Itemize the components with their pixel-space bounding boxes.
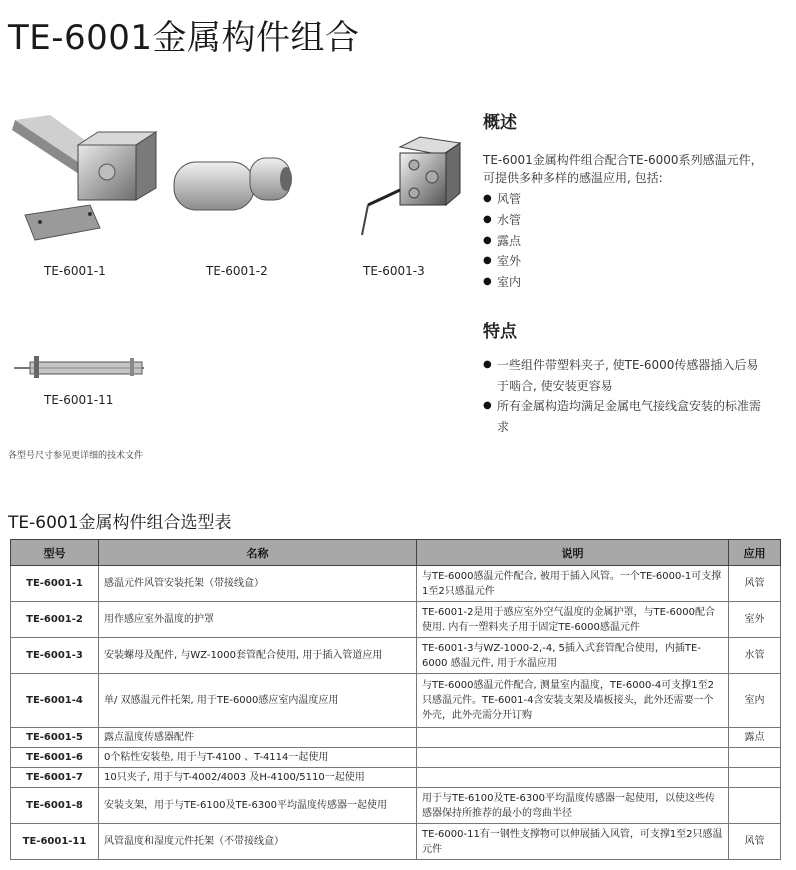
table-row bbox=[11, 566, 781, 602]
product-caption: TE-6001-2 bbox=[206, 264, 268, 278]
desc-cell: 与TE-6000感温元件配合, 测量室内温度，TE-6000-4可支撑1至2只感温元件。TE-6001-4含安装支架及墙板接头，此外还需要一个外壳，此外壳需分开订购 bbox=[417, 674, 729, 728]
name-cell: 风管温度和湿度元件托架（不带接线盒） bbox=[99, 824, 417, 860]
features-heading: 特点 bbox=[483, 322, 517, 342]
application-list bbox=[483, 189, 521, 293]
name-cell: 安装螺母及配件, 与WZ-1000套管配合使用, 用于插入管道应用 bbox=[99, 638, 417, 674]
product-image-te-6001-1 bbox=[10, 110, 170, 250]
model-cell: TE-6001-5 bbox=[11, 728, 99, 748]
features-list bbox=[483, 355, 761, 437]
product-image-te-6001-11 bbox=[12, 352, 147, 382]
column-header: 应用 bbox=[729, 540, 781, 566]
app-cell: 风管 bbox=[729, 824, 781, 860]
feature-line: 一些组件带塑料夹子, 使TE-6000传感器插入后易 bbox=[497, 358, 759, 372]
desc-cell bbox=[417, 768, 729, 788]
desc-cell: 用于与TE-6100及TE-6300平均温度传感器一起使用，以使这些传感器保持所推荐的最小的弯曲半径 bbox=[417, 788, 729, 824]
table-row bbox=[11, 674, 781, 728]
app-cell bbox=[729, 788, 781, 824]
table-row bbox=[11, 768, 781, 788]
name-cell: 露点温度传感器配件 bbox=[99, 728, 417, 748]
app-cell: 室内 bbox=[729, 674, 781, 728]
desc-cell: TE-6000-11有一钢性支撑物可以伸展插入风管，可支撑1至2只感温元件 bbox=[417, 824, 729, 860]
feature-line: 所有金属构造均满足金属电气接线盒安装的标准需 bbox=[497, 399, 762, 413]
app-cell: 室外 bbox=[729, 602, 781, 638]
selection-table bbox=[10, 539, 781, 860]
table-row bbox=[11, 748, 781, 768]
list-item bbox=[483, 396, 761, 437]
list-item: ● 风管 bbox=[483, 189, 521, 210]
column-header: 型号 bbox=[11, 540, 99, 566]
list-item: ● 室内 bbox=[483, 272, 521, 293]
model-cell: TE-6001-6 bbox=[11, 748, 99, 768]
column-header: 名称 bbox=[99, 540, 417, 566]
model-cell: TE-6001-4 bbox=[11, 674, 99, 728]
desc-cell bbox=[417, 728, 729, 748]
list-item: ● 室外 bbox=[483, 251, 521, 272]
name-cell: 安装支架，用于与TE-6100及TE-6300平均温度传感器一起使用 bbox=[99, 788, 417, 824]
table-title: TE-6001金属构件组合选型表 bbox=[8, 513, 232, 533]
overview-heading: 概述 bbox=[483, 113, 517, 133]
app-cell: 露点 bbox=[729, 728, 781, 748]
page-title: TE-6001金属构件组合 bbox=[8, 18, 360, 58]
model-cell: TE-6001-3 bbox=[11, 638, 99, 674]
overview-text-line: 可提供多种多样的感温应用, 包括: bbox=[483, 171, 663, 185]
name-cell: 10只夹子, 用于与T-4002/4003 及H-4100/5110一起使用 bbox=[99, 768, 417, 788]
list-item: ● 水管 bbox=[483, 210, 521, 231]
app-cell: 水管 bbox=[729, 638, 781, 674]
table-row bbox=[11, 728, 781, 748]
product-caption: TE-6001-3 bbox=[363, 264, 425, 278]
table-row bbox=[11, 824, 781, 860]
feature-line: 于啮合, 使安装更容易 bbox=[497, 378, 613, 393]
list-item: ● 露点 bbox=[483, 231, 521, 252]
desc-cell bbox=[417, 748, 729, 768]
name-cell: 单/ 双感温元件托架, 用于TE-6000感应室内温度应用 bbox=[99, 674, 417, 728]
product-image-te-6001-3 bbox=[360, 135, 465, 240]
dimension-note: 各型号尺寸参见更详细的技术文件 bbox=[8, 451, 144, 461]
table-row bbox=[11, 638, 781, 674]
model-cell: TE-6001-11 bbox=[11, 824, 99, 860]
overview-text-line: TE-6001金属构件组合配合TE-6000系列感温元件， bbox=[483, 153, 763, 167]
product-image-te-6001-2 bbox=[170, 150, 300, 220]
desc-cell: TE-6001-2是用于感应室外空气温度的金属护罩，与TE-6000配合使用. 内有一塑料夹子用于固定TE-6000感温元件 bbox=[417, 602, 729, 638]
model-cell: TE-6001-1 bbox=[11, 566, 99, 602]
model-cell: TE-6001-2 bbox=[11, 602, 99, 638]
name-cell: 用作感应室外温度的护罩 bbox=[99, 602, 417, 638]
table-row bbox=[11, 602, 781, 638]
desc-cell: TE-6001-3与WZ-1000-2,-4, 5插入式套管配合使用，内插TE-6000 感温元件, 用于水温应用 bbox=[417, 638, 729, 674]
app-cell bbox=[729, 768, 781, 788]
product-caption: TE-6001-1 bbox=[44, 264, 106, 278]
name-cell: 0个粘性安装垫, 用于与T-4100 、T-4114一起使用 bbox=[99, 748, 417, 768]
list-item bbox=[483, 355, 761, 396]
table-header-row bbox=[11, 540, 781, 566]
app-cell bbox=[729, 748, 781, 768]
table-row bbox=[11, 788, 781, 824]
app-cell: 风管 bbox=[729, 566, 781, 602]
model-cell: TE-6001-7 bbox=[11, 768, 99, 788]
desc-cell: 与TE-6000感温元件配合, 被用于插入风管。一个TE-6000-1可支撑1至2只感温元件 bbox=[417, 566, 729, 602]
feature-line: 求 bbox=[497, 419, 510, 434]
column-header: 说明 bbox=[417, 540, 729, 566]
product-caption: TE-6001-11 bbox=[44, 393, 114, 407]
name-cell: 感温元件风管安装托架（带接线盒） bbox=[99, 566, 417, 602]
model-cell: TE-6001-8 bbox=[11, 788, 99, 824]
